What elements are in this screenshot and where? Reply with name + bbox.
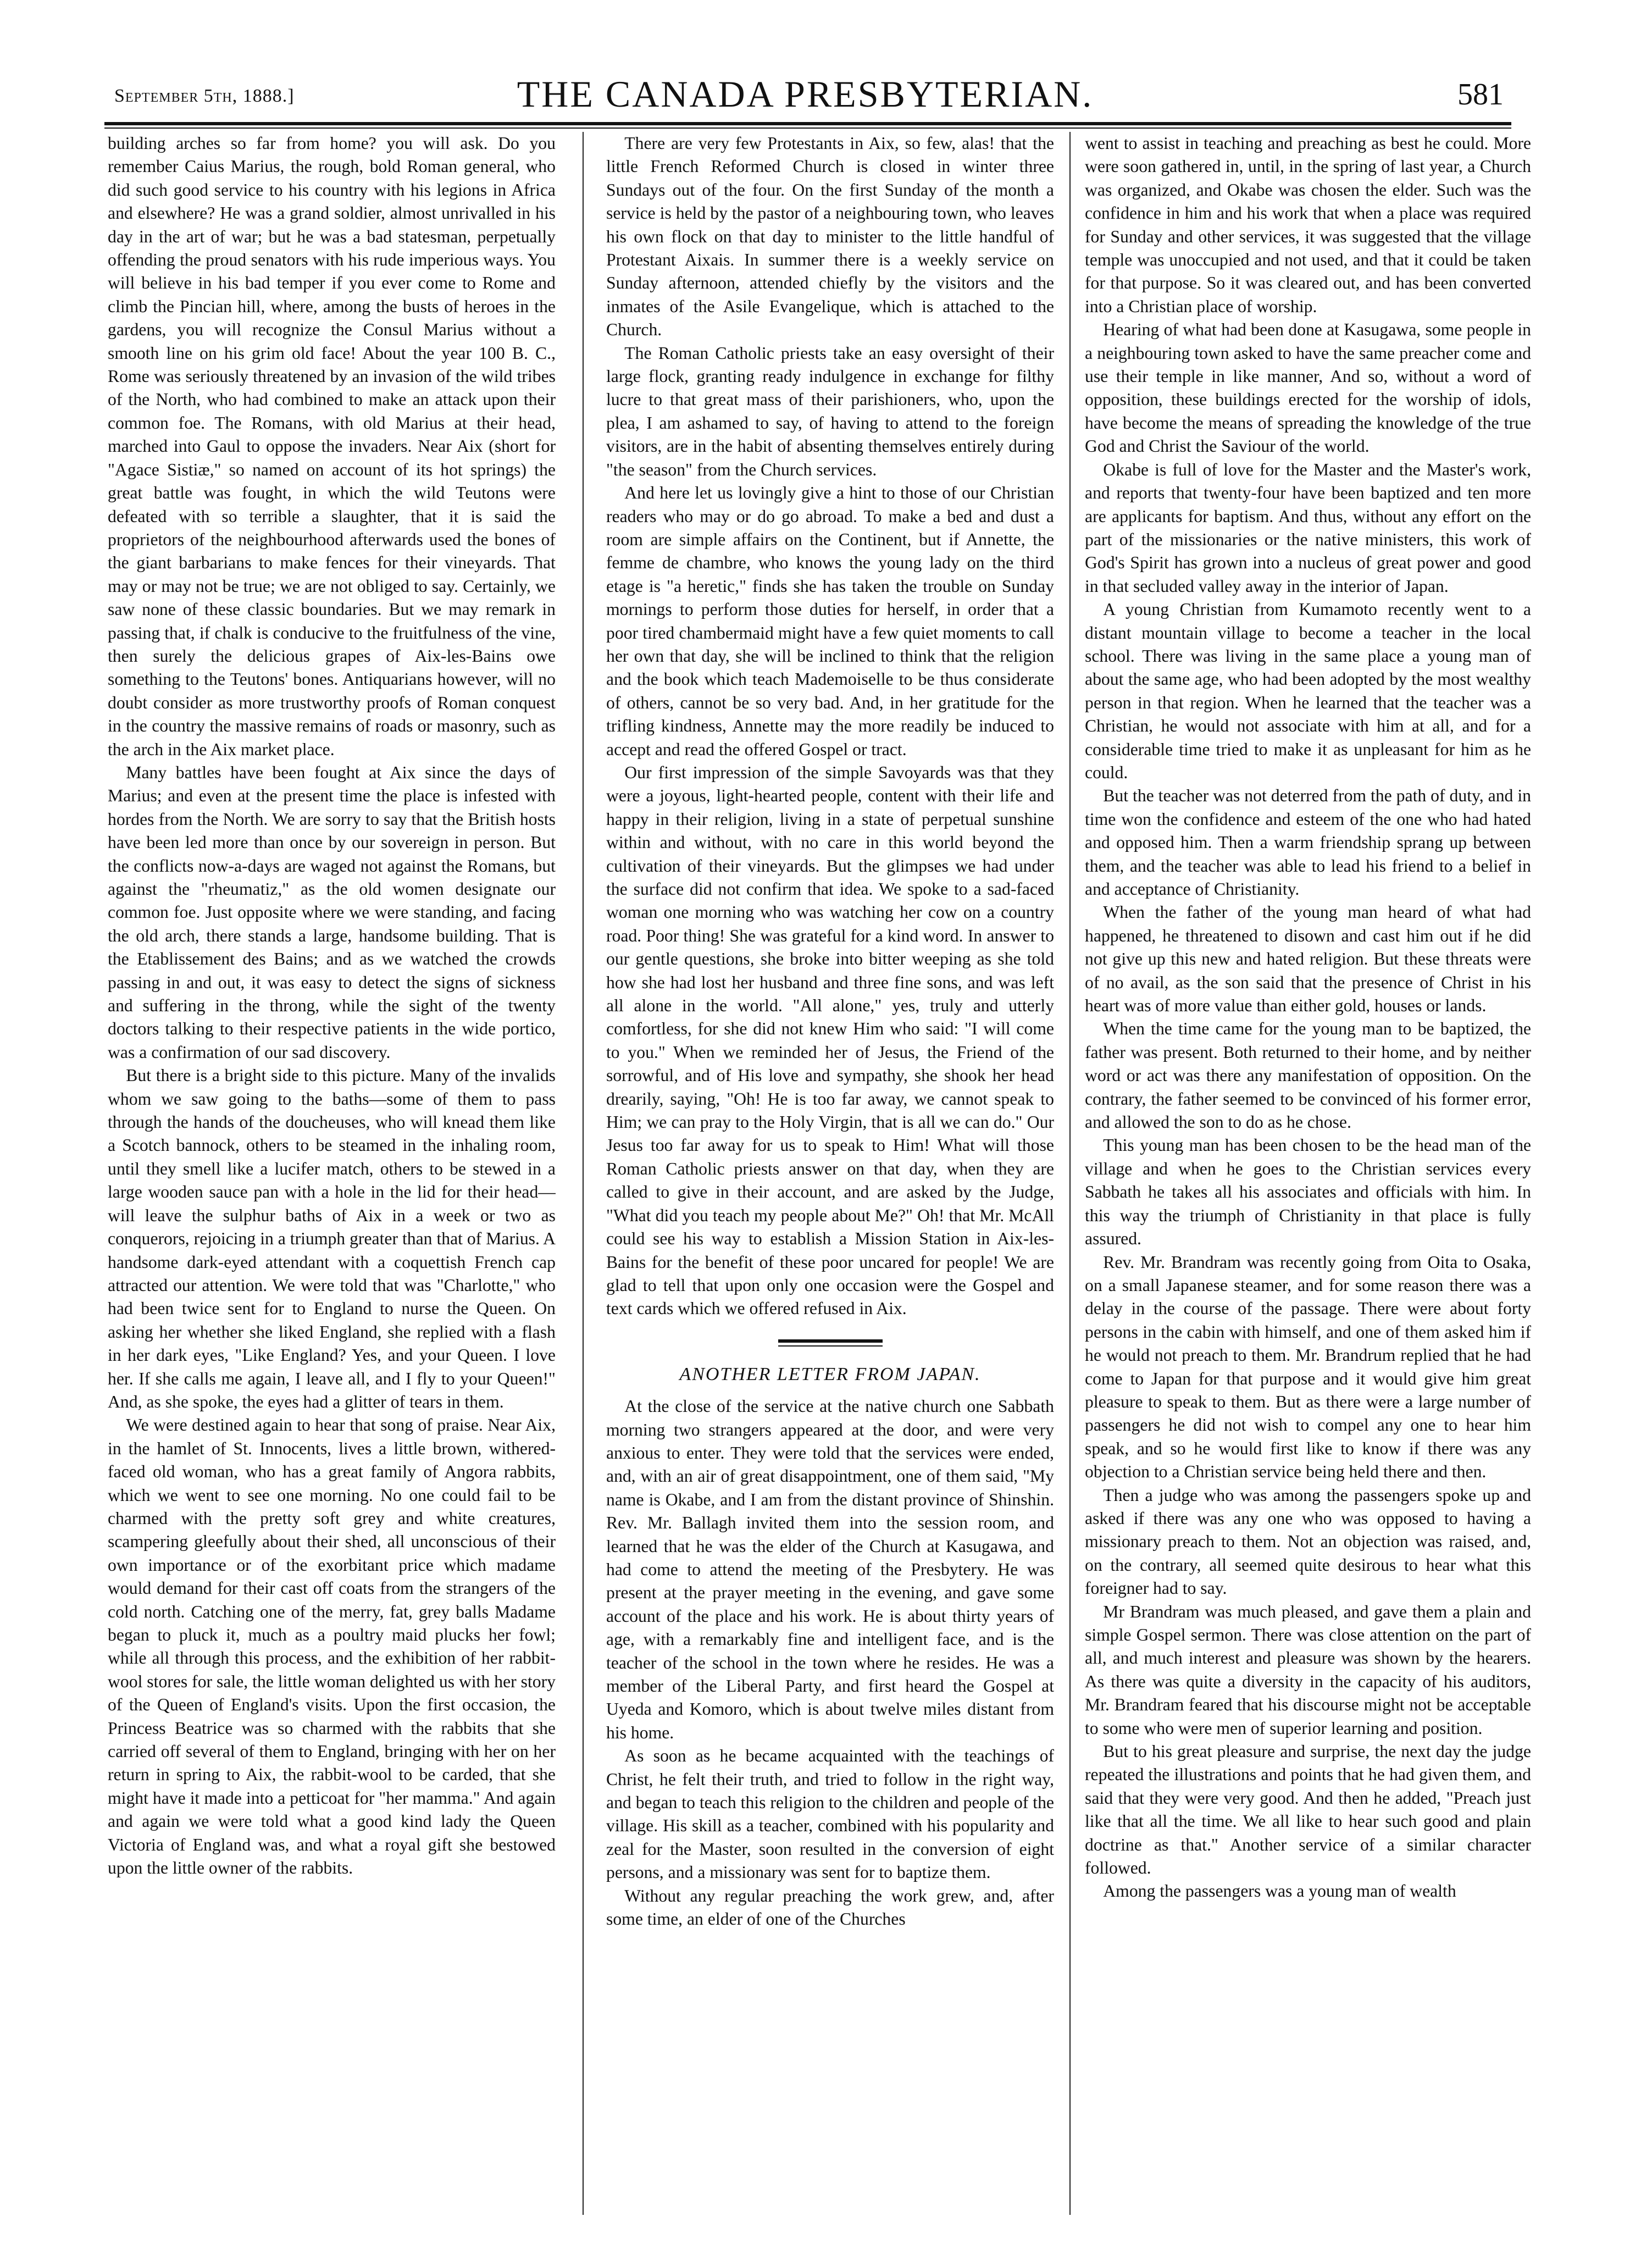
article-paragraph: As soon as he became acquainted with the teachings of Christ, he felt their truth, and tried to follow in the right way, and began to teach this religion to the children and people of the village. His skill as a teacher, combined with his popularity and zeal for the Master, soon resulted in the conversion of eight persons, and a missionary was sent for to baptize them. xyxy=(606,1746,1054,1882)
page-number: 581 xyxy=(1457,77,1504,112)
article-paragraph: A young Christian from Kumamoto recently went to a distant mountain village to become a teacher in the local school. There was living in the same place a young man of about the same age, who had been adopted by the most wealthy person in that region. When he learned that the teacher was a Christian, he would not associate with him at all, and for a considerable time tried to make it as unpleasant for him as he could. xyxy=(1085,600,1531,782)
article-paragraph: And here let us lovingly give a hint to those of our Christian readers who may or do go abroad. To make a bed and dust a room are simple affairs on the Continent, but if Annette, the femme de chambre, who knows the young lady on the third etage is "a heretic," finds she has taken the trouble on Sunday mornings to perform those duties for herself, in order that a poor tired chambermaid might have a few quiet moments to call her own that day, she will be inclined to think that the religion and the book which teach Mademoiselle to be thus considerate of others, cannot be so very bad. And, in her gratitude for the trifling kindness, Annette may the more readily be induced to accept and read the offered Gospel or tract. xyxy=(606,483,1054,759)
column-divider xyxy=(583,132,584,2215)
article-paragraph: Then a judge who was among the passengers spoke up and asked if there was any one who was opposed to having a missionary preach to them. Not an objection was raised, and, on the contrary, all seemed quite desirous to hear what this foreigner had to say. xyxy=(1085,1485,1531,1598)
article-column-2 xyxy=(606,132,1054,2215)
article-paragraph: Rev. Mr. Brandram was recently going from Oita to Osaka, on a small Japanese steamer, and for some reason there was a delay in the course of the passage. There were about forty persons in the cabin with himself, and one of them asked him if he would not preach to them. Mr. Brandrum replied that he had come to Japan for that purpose and it would give him great pleasure to speak to them. But as there were a large number of passengers he did not wish to compel any one to hear him speak, and so he would first like to know if there was any objection to a Christian service being held there and then. xyxy=(1085,1252,1531,1482)
article-paragraph: The Roman Catholic priests take an easy oversight of their large flock, granting ready indulgence in exchange for filthy lucre to that great mass of their parishioners, who, upon the plea, I am ashamed to say, of having to attend to the foreign visitors, are in the habit of absenting themselves entirely during "the season" from the Church services. xyxy=(606,343,1054,479)
article-paragraph: When the time came for the young man to be baptized, the father was present. Both returned to their home, and by neither word or act was there any manifestation of opposition. On the contrary, the father seemed to be convinced of his former error, and allowed the son to do as he chose. xyxy=(1085,1019,1531,1132)
article-paragraph: went to assist in teaching and preaching as best he could. More were soon gathered in, until, in the spring of last year, a Church was organized, and Okabe was chosen the elder. Such was the confidence in him and his work that when a place was required for Sunday and other services, it was suggested that the village temple was unoccupied and not used, and that it could be taken for that purpose. So it was cleared out, and has been converted into a Christian place of worship. xyxy=(1085,134,1531,316)
article-paragraph: When the father of the young man heard of what had happened, he threatened to disown and cast him out if he did not give up this new and hated religion. But these threats were of no avail, as the son said that the presence of Christ in his heart was of more value than either gold, houses or lands. xyxy=(1085,902,1531,1016)
publication-title: THE CANADA PRESBYTERIAN. xyxy=(517,73,1094,115)
article-paragraph: Without any regular preaching the work grew, and, after some time, an elder of one of the Churches xyxy=(606,1886,1054,1929)
article-paragraph: Okabe is full of love for the Master and the Master's work, and reports that twenty-four have been baptized and ten more are applicants for baptism. And thus, without any effort on the part of the missionaries or the native ministers, this work of God's Spirit has grown into a nucleus of great power and good in that secluded valley away in the interior of Japan. xyxy=(1085,459,1531,596)
article-paragraph: We were destined again to hear that song of praise. Near Aix, in the hamlet of St. Innocents, lives a little brown, withered-faced old woman, who has a great family of Angora rabbits, which we went to see one morning. No one could fail to be charmed with the pretty soft grey and white creatures, scampering gleefully about their shed, all unconscious of their own importance or of the exorbitant price which madame would demand for their cast off coats from the strangers of the cold north. Catching one of the merry, fat, grey balls Madame began to pluck it, much as a poultry maid plucks her fowl; while all through this process, and the exhibition of her rabbit-wool stores for sale, the little woman delighted us with her story of the Queen of England's visits. Upon the first occasion, the Princess Beatrice was so charmed with the rabbits that she carried off several of them to England, bringing with her on her return in spring to Aix, the rabbit-wool to be carded, that she might have it made into a petticoat for "her mamma." And again and again we were told what a good kind lady the Queen Victoria of England was, and what a royal gift she bestowed upon the little owner of the rabbits. xyxy=(108,1415,556,1878)
article-paragraph: Many battles have been fought at Aix since the days of Marius; and even at the present time the place is infested with hordes from the North. We are sorry to say that the British hosts have been led more than once by our sovereign in person. But the conflicts now-a-days are waged not against the Romans, but against the "rheumatiz," as the old women designate our common foe. Just opposite where we were standing, and facing the old arch, there stands a large, handsome building. That is the Etablissement des Bains; and as we watched the crowds passing in and out, it was easy to detect the signs of sickness and suffering in the throng, while the sight of the twenty doctors talking to their respective patients in the wide portico, was a confirmation of our sad discovery. xyxy=(108,762,556,1062)
article-paragraph: Our first impression of the simple Savoyards was that they were a joyous, light-hearted people, content with their life and happy in their religion, living in a state of perpetual sunshine within and without, with no care in this world beyond the cultivation of their vineyards. But the glimpses we had under the surface did not confirm that idea. We spoke to a sad-faced woman one morning who was watching her cow on a country road. Poor thing! She was grateful for a kind word. In answer to our gentle questions, she broke into bitter weeping as she told how she had lost her husband and three fine sons, and was left all alone in the world. "All alone," yes, truly and utterly comfortless, for she did not knew Him who said: "I will come to you." When we reminded her of Jesus, the Friend of the sorrowful, and of His love and sympathy, she shook her head drearily, saying, "Oh! He is too far away, we cannot speak to Him; we can pray to the Holy Virgin, that is all we can do." Our Jesus too far away for us to speak to Him! What will those Roman Catholic priests answer on that day, when they are called to give in their account, and are asked by the Judge, "What did you teach my people about Me?" Oh! that Mr. McAll could see his way to establish a Mission Station in Aix-les-Bains for the benefit of these poor uncared for people! We are glad to tell that upon only one occasion were the Gospel and text cards which we offered refused in Aix. xyxy=(606,762,1054,1318)
article-paragraph: But the teacher was not deterred from the path of duty, and in time won the confidence and esteem of the one who had hated and opposed him. Then a warm friendship sprang up between them, and the teacher was able to lead his friend to a belief in and acceptance of Christianity. xyxy=(1085,786,1531,899)
article-paragraph: But there is a bright side to this picture. Many of the invalids whom we saw going to the baths—some of them to pass through the hands of the doucheuses, who will knead them like a Scotch bannock, others to be steamed in the inhaling room, until they smell like a lucifer match, others to be stewed in a large wooden sauce pan with a hole in the lid for their head—will leave the sulphur baths of Aix in a week or two as conquerors, rejoicing in a triumph greater than that of Marius. A handsome dark-eyed attendant with a coquettish French cap attracted our attention. We were told that was "Charlotte," who had been twice sent for to England to nurse the Queen. On asking her whether she liked England, she replied with a flash in her dark eyes, "Like England? Yes, and your Queen. I love her. If she calls me again, I leave all, and I fly to your Queen!" And, as she spoke, the eyes had a glitter of tears in them. xyxy=(108,1066,556,1411)
article-paragraph: Hearing of what had been done at Kasugawa, some people in a neighbouring town asked to have the same preacher come and use their temple in like manner, And so, without a word of opposition, these buildings erected for the worship of idols, have become the means of spreading the knowledge of the true God and Christ the Saviour of the world. xyxy=(1085,320,1531,456)
issue-date: September 5th, 1888.] xyxy=(114,86,295,106)
column-divider xyxy=(1069,132,1071,2215)
article-column-3 xyxy=(1085,132,1531,2215)
article-column-1 xyxy=(108,132,556,2215)
article-paragraph: At the close of the service at the native church one Sabbath morning two strangers appeared at the door, and were very anxious to enter. They were told that the services were ended, and, with an air of great disappointment, one of them said, "My name is Okabe, and I am from the distant province of Shinshin. Rev. Mr. Ballagh invited them into the session room, and learned that he was the elder of the Church at Kasugawa, and had come to attend the meeting of the Presbytery. He was present at the prayer meeting in the evening, and gave some account of the place and his work. He is about thirty years of age, with a remarkably fine and intelligent face, and is the teacher of the school in the town where he resides. He was a member of the Liberal Party, and first heard the Gospel at Uyeda and Komoro, which is about twelve miles distant from his home. xyxy=(606,1397,1054,1742)
masthead xyxy=(104,73,1506,117)
article-paragraph: This young man has been chosen to be the head man of the village and when he goes to the Christian services every Sabbath he takes all his associates and officials with him. In this way the triumph of Christianity in that place is fully assured. xyxy=(1085,1135,1531,1249)
article-paragraph: Mr Brandram was much pleased, and gave them a plain and simple Gospel sermon. There was close attention on the part of all, and much interest and pleasure was shown by the hearers. As there was quite a diversity in the capacity of his auditors, Mr. Brandram feared that his discourse might not be acceptable to some who were men of superior learning and position. xyxy=(1085,1602,1531,1738)
section-heading: ANOTHER LETTER FROM JAPAN. xyxy=(679,1364,981,1384)
header-rule xyxy=(104,122,1511,129)
article-paragraph: building arches so far from home? you will ask. Do you remember Caius Marius, the rough, bold Roman general, who did such good service to his country with his legions in Africa and elsewhere? He was a grand soldier, almost unrivalled in his day in the art of war; but he was a bad statesman, perpetually offending the proud senators with his rude imperious ways. You will believe in his bad temper if you ever come to Rome and climb the Pincian hill, where, among the busts of heroes in the gardens, you will recognize the Consul Marius without a smooth line on his grim old face! About the year 100 B. C., Rome was seriously threatened by an invasion of the wild tribes of the North, who had combined to make an attack upon their common foe. The Romans, with old Marius at their head, marched into Gaul to oppose the invaders. Near Aix (short for "Agace Sistiæ," so named on account of its hot springs) the great battle was fought, in which the wild Teutons were defeated with so terrible a slaughter, that it is said the proprietors of the neighbourhood afterwards used the bones of the giant barbarians to make fences for their vineyards. That may or may not be true; we are not obliged to say. Certainly, we saw none of these classic boundaries. But we may remark in passing that, if chalk is conducive to the fruitfulness of the vine, then surely the delicious grapes of Aix-les-Bains owe something to the Teutons' bones. Antiquarians however, will no doubt consider as more trustworthy proofs of Roman conquest in the country the massive remains of roads or masonry, such as the arch in the Aix market place. xyxy=(108,134,556,759)
section-separator xyxy=(778,1339,883,1347)
article-paragraph: There are very few Protestants in Aix, so few, alas! that the little French Reformed Church is closed in winter three Sundays out of the four. On the first Sunday of the month a service is held by the pastor of a neighbouring town, who leaves his own flock on that day to minister to the little handful of Protestant Aixais. In summer there is a weekly service on Sunday afternoon, attended chiefly by the visitors and the inmates of the Asile Evangelique, which is attached to the Church. xyxy=(606,134,1054,340)
article-paragraph: But to his great pleasure and surprise, the next day the judge repeated the illustrations and points that he had given them, and said that they were very good. And then he added, "Preach just like that all the time. We all like to hear such good and plain doctrine as that." Another service of a similar character followed. xyxy=(1085,1742,1531,1878)
article-paragraph: Among the passengers was a young man of wealth xyxy=(1103,1881,1456,1901)
